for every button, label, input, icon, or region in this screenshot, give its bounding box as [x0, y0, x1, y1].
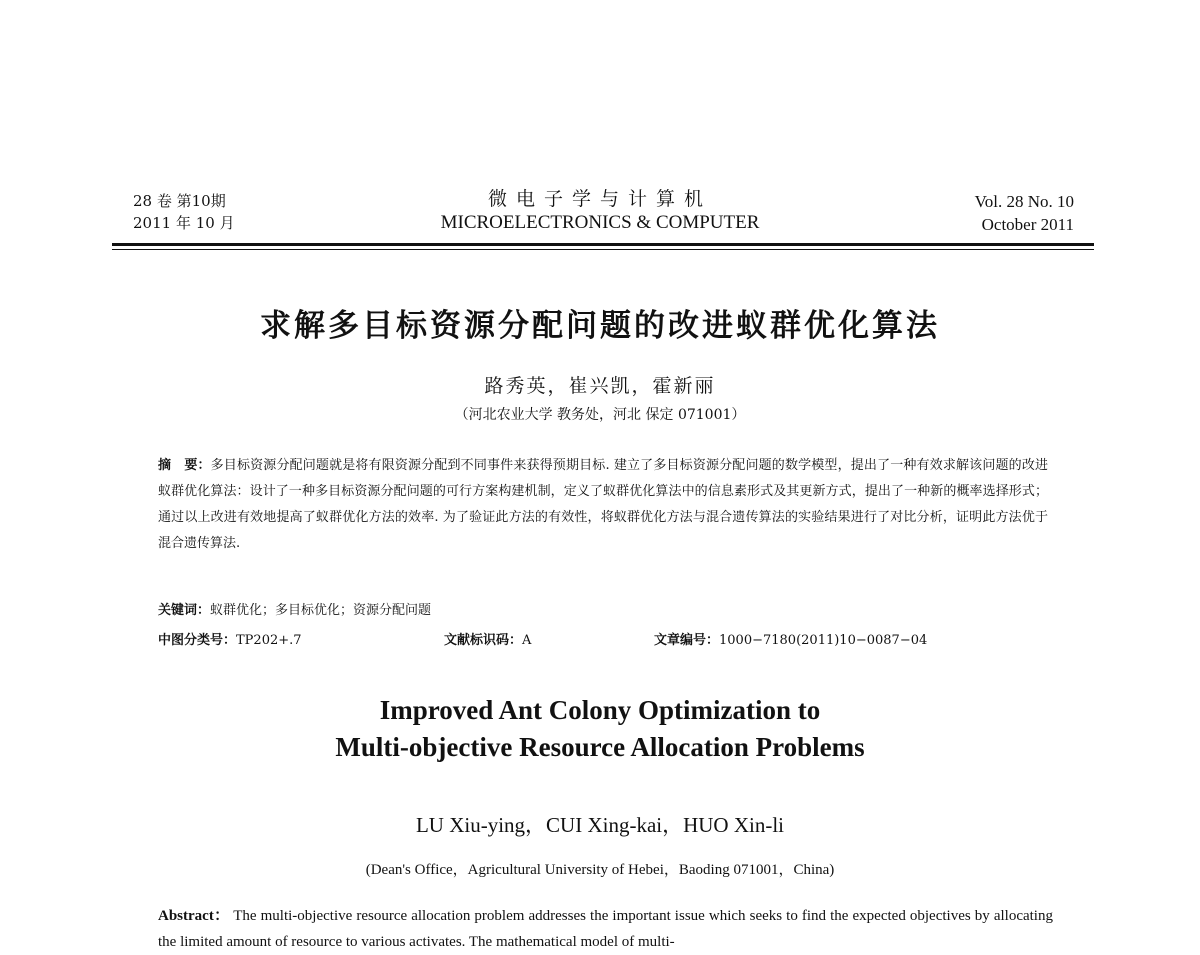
authors-en: LU Xiu-ying，CUI Xing-kai，HUO Xin-li: [415, 813, 785, 837]
abstract-zh-label: 摘 要：: [158, 458, 211, 473]
abstract-zh-text: 多目标资源分配问题就是将有限资源分配到不同事件来获得预期目标. 建立了多目标资源分配问题的数学模型，提出了一种有效求解该问题的改进蚁群优化算法：设计了一种多目标资源分配问题的可行方案构建机制，定义了蚁群优化算法中的信息素形式及其更新方式，提出了一种新的概率选择形式；通过以上改进有效地提高了蚁群优化方法的效率. 为了验证此方法的有效性，将蚁群优化方法与混合遗传算法的实验结果进行了对比分析，证明此方法优于混合遗传算法.: [158, 458, 1048, 551]
header-rule-thick: [112, 243, 1094, 246]
keywords-zh-label: 关键词：: [158, 603, 211, 618]
paper-title-en: [0, 692, 1200, 766]
header-right: [975, 190, 1074, 236]
volume-issue-zh: 28 卷 第10期: [133, 192, 226, 210]
authors-zh: 路秀英，崔兴凯，霍新丽: [484, 375, 716, 397]
keywords-zh: [158, 601, 431, 621]
paper-title-zh: 求解多目标资源分配问题的改进蚁群优化算法: [260, 308, 940, 344]
date-en: October 2011: [981, 215, 1074, 234]
doc-code-label: 文献标识码：: [444, 633, 523, 648]
journal-name-en: MICROELECTRONICS & COMPUTER: [440, 212, 760, 233]
clc-label: 中图分类号：: [158, 633, 237, 648]
abstract-en: [158, 903, 1053, 955]
paper-title-en-line1: Improved Ant Colony Optimization to: [379, 695, 821, 725]
clc-value: TP202+.7: [236, 633, 302, 648]
abstract-en-label: Abstract：: [158, 908, 230, 924]
clc-field: [158, 631, 444, 651]
abstract-zh: [158, 453, 1048, 557]
journal-name: [330, 187, 870, 235]
affiliation-zh: （河北农业大学 教务处，河北 保定 071001）: [454, 407, 746, 423]
paper-title-en-line2: Multi-objective Resource Allocation Problems: [335, 732, 865, 762]
journal-name-zh: 微电子学与计算机: [487, 188, 712, 210]
date-zh: 2011 年 10 月: [133, 214, 235, 232]
doc-code-value: A: [522, 633, 532, 648]
article-no-field: [654, 633, 927, 648]
volume-issue-en: Vol. 28 No. 10: [974, 192, 1074, 211]
abstract-en-text: The multi-objective resource allocation problem addresses the important issue which seeks to find the expected objectives by allocating the limited amount of resource to various activates. The mathematical model of multi-: [158, 908, 1053, 950]
article-no-value: 1000−7180(2011)10−0087−04: [719, 633, 928, 648]
header-left: [133, 190, 235, 234]
doc-code-field: [444, 631, 654, 651]
keywords-zh-text: 蚁群优化；多目标优化；资源分配问题: [210, 603, 432, 618]
article-no-label: 文章编号：: [654, 633, 720, 648]
classification-line: [158, 631, 927, 651]
affiliation-en: (Dean's Office，Agricultural University of Hebei，Baoding 071001，China): [365, 862, 835, 878]
header-rule-thin: [112, 249, 1094, 250]
